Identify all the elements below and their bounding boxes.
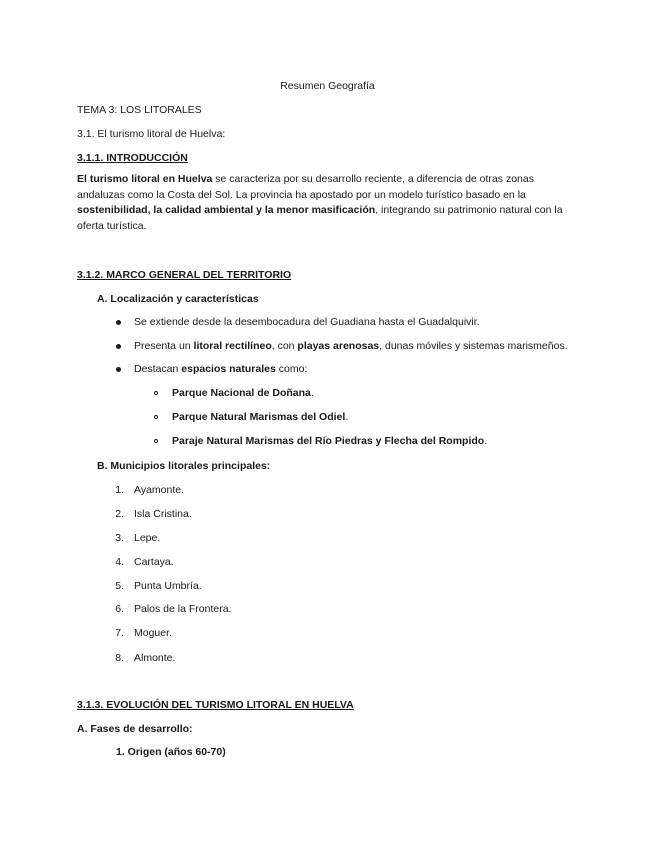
intro-heading: 3.1.1. INTRODUCCIÓN bbox=[77, 152, 188, 164]
list-number: 5. bbox=[115, 580, 124, 592]
evolucion-a-heading: A. Fases de desarrollo: bbox=[77, 723, 193, 735]
bullet2-mid: , con bbox=[271, 340, 298, 352]
sub-bullet-circle bbox=[154, 439, 158, 443]
intro-text-2: , integrando su patrimonio natural con la oferta turística. bbox=[77, 204, 563, 232]
intro-bold-2: sostenibilidad, la calidad ambiental y la menor masificación bbox=[77, 204, 376, 216]
intro-bold-1: El turismo litoral en Huelva bbox=[77, 173, 213, 185]
sub-item-3 bbox=[172, 434, 487, 448]
sub-item-2 bbox=[172, 410, 348, 424]
list-number: 4. bbox=[115, 556, 124, 568]
marco-a-heading: A. Localización y características bbox=[97, 293, 259, 305]
list-item: Isla Cristina. bbox=[134, 508, 192, 520]
sub1-dot: . bbox=[310, 387, 314, 399]
page-title: Resumen Geografía bbox=[280, 80, 375, 92]
bullet-item-1: Se extiende desde la desembocadura del Guadiana hasta el Guadalquivir. bbox=[134, 316, 480, 328]
bullet2-post: , dunas móviles y sistemas marismeños. bbox=[379, 340, 568, 352]
bullet-dot bbox=[116, 344, 121, 349]
intro-text-1: se caracteriza por su desarrollo reciente, a diferencia de otras zonas andaluzas como la Costa del Sol. La provincia ha apostado por un modelo turístico basado en la bbox=[77, 173, 534, 201]
tema-heading: TEMA 3: LOS LITORALES bbox=[77, 104, 202, 116]
subtema-heading: 3.1. El turismo litoral de Huelva: bbox=[77, 128, 226, 140]
sub3-dot: . bbox=[484, 435, 488, 447]
bullet-dot bbox=[116, 367, 121, 372]
list-number: 2. bbox=[115, 508, 124, 520]
intro-paragraph bbox=[77, 172, 577, 234]
sub-bullet-circle bbox=[154, 391, 158, 395]
marco-heading: 3.1.2. MARCO GENERAL DEL TERRITORIO bbox=[77, 269, 292, 281]
list-item: Almonte. bbox=[134, 652, 176, 664]
bullet2-bold-1: litoral rectilíneo bbox=[193, 340, 272, 352]
list-number: 8. bbox=[115, 652, 124, 664]
sub-bullet-circle bbox=[154, 415, 158, 419]
list-number: 3. bbox=[115, 532, 124, 544]
list-item: Moguer. bbox=[134, 627, 172, 639]
list-item: Punta Umbría. bbox=[134, 580, 202, 592]
list-number: 1. bbox=[115, 484, 124, 496]
list-number: 7. bbox=[115, 627, 124, 639]
bullet-item-2 bbox=[134, 339, 568, 353]
bullet-dot bbox=[116, 320, 121, 325]
fase-1-heading: 1. Origen (años 60-70) bbox=[116, 746, 226, 758]
sub2-text: Parque Natural Marismas del Odiel bbox=[172, 411, 346, 423]
list-number: 6. bbox=[115, 603, 124, 615]
sub1-text: Parque Nacional de Doñana bbox=[172, 387, 311, 399]
list-item: Cartaya. bbox=[134, 556, 174, 568]
marco-b-heading: B. Municipios litorales principales: bbox=[97, 460, 271, 472]
sub2-dot: . bbox=[345, 411, 349, 423]
evolucion-heading: 3.1.3. EVOLUCIÓN DEL TURISMO LITORAL EN HUELVA bbox=[77, 699, 354, 711]
bullet2-pre: Presenta un bbox=[134, 340, 194, 352]
sub-item-1 bbox=[172, 386, 314, 400]
list-item: Palos de la Frontera. bbox=[134, 603, 232, 615]
bullet2-bold-2: playas arenosas bbox=[297, 340, 380, 352]
bullet3-post: como: bbox=[275, 363, 308, 375]
bullet3-bold: espacios naturales bbox=[181, 363, 276, 375]
sub3-text: Paraje Natural Marismas del Río Piedras y Flecha del Rompido bbox=[172, 435, 485, 447]
list-item: Ayamonte. bbox=[134, 484, 185, 496]
list-item: Lepe. bbox=[134, 532, 161, 544]
bullet3-pre: Destacan bbox=[134, 363, 182, 375]
bullet-item-3 bbox=[134, 362, 307, 376]
